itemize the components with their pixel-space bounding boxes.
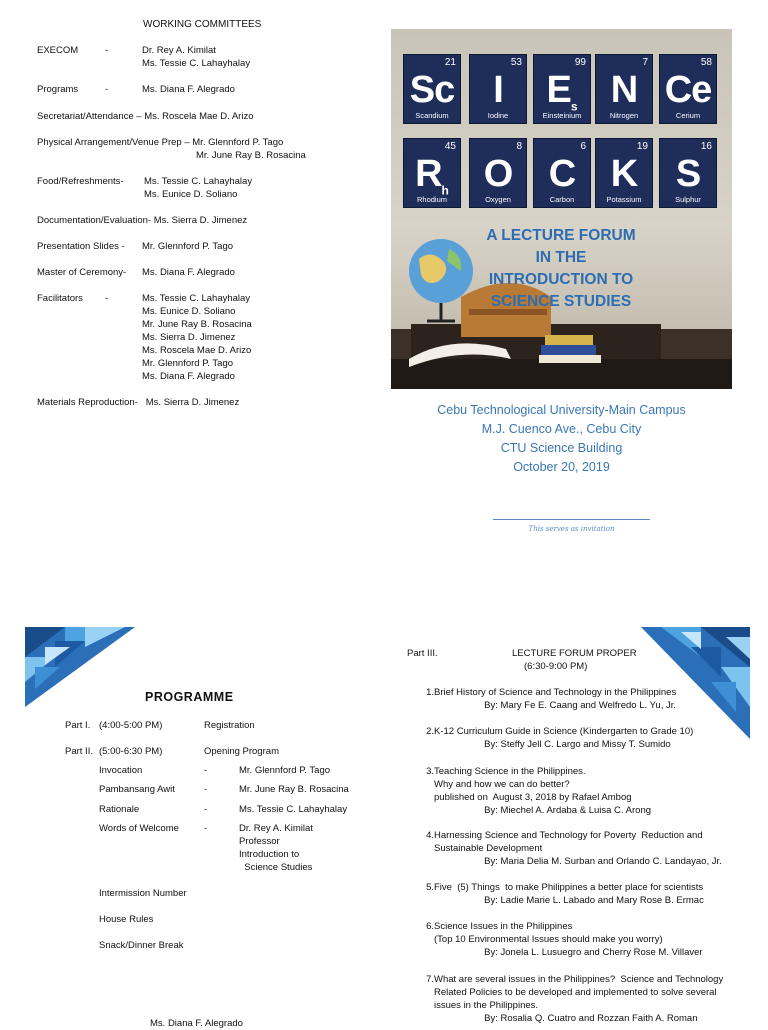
triangle-pattern-decoration <box>25 627 135 707</box>
programme-item-dash: - <box>204 823 208 834</box>
committee-label: Programs <box>37 84 79 95</box>
lecture-item-text: Brief History of Science and Technology in the Philippines By: Mary Fe E. Caang and Welfredo L. Yu, Jr. <box>434 687 677 711</box>
element-symbol: I <box>493 69 503 111</box>
element-number: 6 <box>580 141 586 152</box>
committee-label: Documentation/Evaluation- Ms. Sierra D. Jimenez <box>37 215 248 226</box>
committee-names: Ms. Tessie C. Lahayhalay Ms. Eunice D. Soliano <box>144 176 253 200</box>
committee-names: Mr. June Ray B. Rosacina <box>196 150 306 161</box>
programme-item-dash: - <box>204 804 208 815</box>
part-time: (4:00-5:00 PM) <box>99 720 163 731</box>
element-number: 19 <box>636 141 648 152</box>
triangle-pattern-decoration <box>641 627 750 739</box>
part-label: Part I. <box>65 720 91 731</box>
element-tile <box>469 54 527 124</box>
committee-names: Ms. Tessie C. Lahayhalay Ms. Eunice D. Soliano Mr. June Ray B. Rosacina Ms. Sierra D. Jimenez Ms. Roscela Mae D. Arizo Mr. Glennford P. Tago Ms. Diana F. Alegrado <box>142 293 252 382</box>
committee-dash: - <box>105 293 109 304</box>
lecture-item-text: K-12 Curriculum Guide in Science (Kindergarten to Grade 10) By: Steffy Jell C. Largo and Missy T. Sumido <box>434 726 694 750</box>
committee-label: Facilitators <box>37 293 83 304</box>
lecture-time: (6:30-9:00 PM) <box>524 661 588 672</box>
lecture-item-number: 6. <box>426 921 434 932</box>
venue-address: M.J. Cuenco Ave., Cebu City <box>481 422 642 436</box>
element-symbol <box>404 153 460 198</box>
element-number: 99 <box>574 57 586 68</box>
part-label: Part II. <box>65 746 93 757</box>
element-symbol: K <box>610 153 638 195</box>
element-symbol: N <box>610 69 638 111</box>
programme-extra: House Rules <box>99 914 154 925</box>
cover-title-line: IN THE <box>535 249 587 266</box>
committee-label: Materials Reproduction- Ms. Sierra D. Jimenez <box>37 397 240 408</box>
element-tile <box>659 138 717 208</box>
element-name: Potassium <box>606 195 642 204</box>
committee-label: Secretariat/Attendance – Ms. Roscela Mae D. Arizo <box>37 111 254 122</box>
element-symbol: Ce <box>664 69 712 111</box>
programme-extra: Intermission Number <box>99 888 187 899</box>
committee-names: Ms. Diana F. Alegrado <box>142 267 235 278</box>
element-name: Einsteinium <box>542 111 582 120</box>
programme-item-person: Mr. Glennford P. Tago <box>239 765 331 776</box>
part-event: Opening Program <box>204 746 279 757</box>
element-tile <box>403 138 461 208</box>
element-symbol: S <box>675 153 701 195</box>
committee-dash: - <box>105 84 109 95</box>
element-name: Iodine <box>487 111 509 120</box>
committee-label: EXECOM <box>37 45 79 56</box>
programme-item-label: Pambansang Awit <box>99 784 175 795</box>
element-name: Cerium <box>675 111 701 120</box>
programme-item-person: Dr. Rey A. Kimilat Professor Introduction to Science Studies <box>239 823 313 873</box>
programme-item-person: Ms. Tessie C. Lahayhalay <box>239 804 348 815</box>
committee-label: Master of Ceremony- <box>37 267 127 278</box>
lecture-item-text: What are several issues in the Philippines? Science and Technology Related Policies to be developed and implemented to solve several issues in the Philippines. By: Rosalia Q. Cuatro and Rozzan Faith A. Roman <box>434 974 724 1024</box>
cover-title-line: A LECTURE FORUM <box>486 227 636 244</box>
element-tile <box>533 138 591 208</box>
cover-title-line: INTRODUCTION TO <box>488 271 634 288</box>
programme-item-person: Mr. June Ray B. Rosacina <box>239 784 349 795</box>
element-name: Oxygen <box>485 195 511 204</box>
element-tile <box>659 54 717 124</box>
committee-names: Mr. Glennford P. Tago <box>142 241 234 252</box>
lecture-item-number: 1. <box>426 687 434 698</box>
element-name: Carbon <box>549 195 575 204</box>
element-symbol-main: R <box>415 153 442 195</box>
lecture-item-number: 7. <box>426 974 434 985</box>
working-committees-title: WORKING COMMITTEES <box>143 19 262 30</box>
element-symbol-sub: h <box>441 183 449 198</box>
element-tile <box>595 138 653 208</box>
committee-label: Presentation Slides - <box>37 241 125 252</box>
part-event: Registration <box>204 720 255 731</box>
signature-line <box>493 519 650 520</box>
lecture-item-number: 4. <box>426 830 434 841</box>
element-symbol-sub: s <box>570 99 578 114</box>
element-number: 53 <box>510 57 522 68</box>
event-date: October 20, 2019 <box>513 460 610 474</box>
element-name: Sulphur <box>675 195 701 204</box>
cover-title <box>471 225 651 313</box>
lecture-item-text: Teaching Science in the Philippines. Why and how we can do better? published on August 3, 2018 by Rafael Ambog By: Miechel A. Ardaba & Luisa C. Arong <box>434 766 652 816</box>
cover-image <box>391 29 732 389</box>
book-stack-icon <box>541 345 596 355</box>
committee-names: Dr. Rey A. Kimilat Ms. Tessie C. Lahayhalay <box>142 45 251 69</box>
element-tile <box>595 54 653 124</box>
lecture-item-number: 3. <box>426 766 434 777</box>
lecture-item-number: 5. <box>426 882 434 893</box>
programme-item-label: Rationale <box>99 804 140 815</box>
committee-dash: - <box>105 45 109 56</box>
element-name: Nitrogen <box>609 111 639 120</box>
programme-extra: Snack/Dinner Break <box>99 940 184 951</box>
cover-title-line: SCIENCE STUDIES <box>490 293 632 310</box>
element-symbol <box>534 69 590 114</box>
element-symbol-main: E <box>546 69 571 111</box>
signature-text: This serves as invitation <box>528 525 615 533</box>
committee-label: Food/Refreshments- <box>37 176 124 187</box>
venue-university: Cebu Technological University-Main Campus <box>437 403 686 417</box>
programme-item-dash: - <box>204 784 208 795</box>
part-time: (5:00-6:30 PM) <box>99 746 163 757</box>
lecture-item-text: Five (5) Things to make Philippines a better place for scientists By: Ladie Marie L. Labado and Mary Rose B. Ermac <box>434 882 704 906</box>
element-number: 8 <box>516 141 522 152</box>
element-number: 7 <box>642 57 648 68</box>
element-name: Scandium <box>415 111 449 120</box>
element-number: 58 <box>700 57 712 68</box>
lecture-title: LECTURE FORUM PROPER <box>512 648 637 659</box>
element-tile <box>533 54 591 124</box>
element-number: 45 <box>444 141 456 152</box>
programme-item-label: Words of Welcome <box>99 823 179 834</box>
lecture-item-text: Harnessing Science and Technology for Poverty Reduction and Sustainable Development By: Maria Delia M. Surban and Orlando C. Landayao, Jr. <box>434 830 722 867</box>
lecture-item-text: Science Issues in the Philippines (Top 10 Environmental Issues should make you worry) By: Jonela L. Lusuegro and Cherry Rose M. Villaver <box>434 921 703 958</box>
element-tile <box>403 54 461 124</box>
programme-item-label: Invocation <box>99 765 143 776</box>
element-symbol: Sc <box>409 69 455 111</box>
committee-label: Physical Arrangement/Venue Prep – Mr. Glennford P. Tago <box>37 137 284 148</box>
element-name: Rhodium <box>416 195 447 204</box>
element-symbol: C <box>548 153 576 195</box>
element-tile <box>469 138 527 208</box>
programme-title: PROGRAMME <box>145 690 234 704</box>
programme-item-dash: - <box>204 765 208 776</box>
lecture-item-number: 2. <box>426 726 434 737</box>
element-number: 21 <box>444 57 456 68</box>
committee-names: Ms. Diana F. Alegrado <box>142 84 235 95</box>
programme-footer-name: Ms. Diana F. Alegrado <box>150 1018 243 1029</box>
part-label: Part III. <box>407 648 438 659</box>
venue-building: CTU Science Building <box>500 441 623 455</box>
element-symbol: O <box>483 153 513 195</box>
element-number: 16 <box>700 141 712 152</box>
